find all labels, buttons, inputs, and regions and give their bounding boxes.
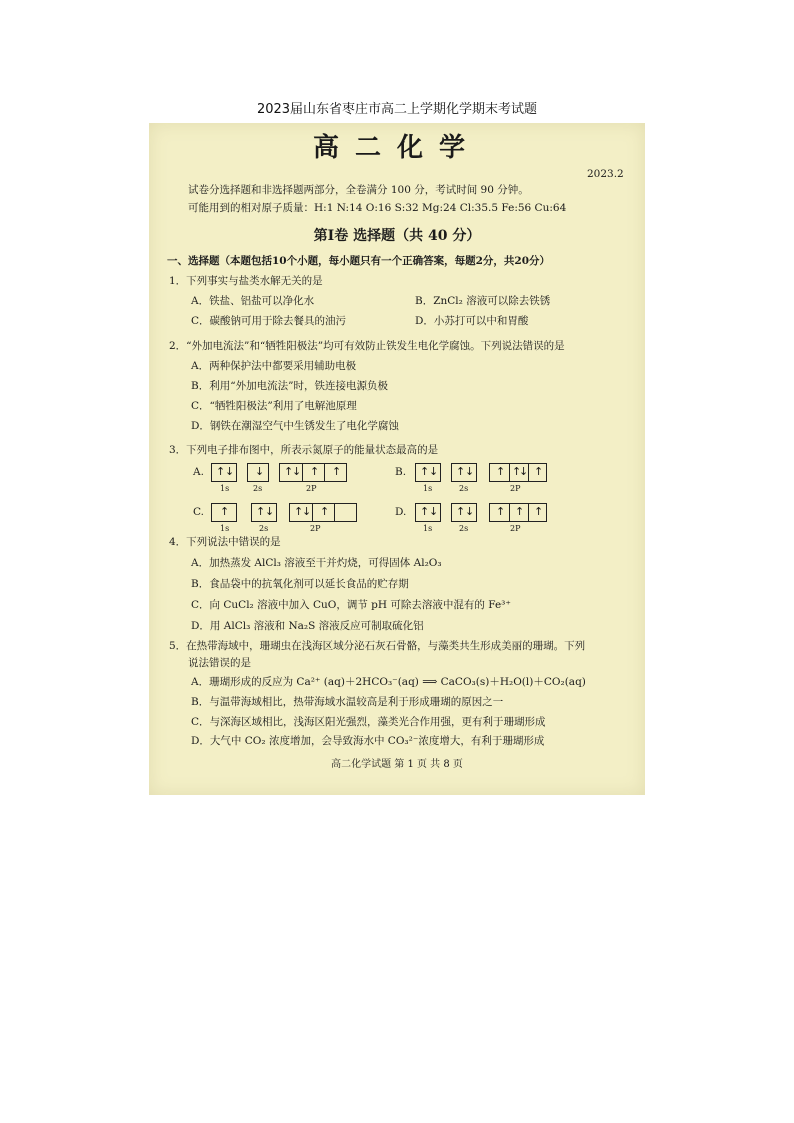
- spin-down-icon: ↓: [225, 465, 235, 478]
- q3-c-2p-label: 2P: [310, 524, 321, 533]
- q3-option-d-label: D.: [395, 506, 407, 518]
- spin-down-icon: ↓: [519, 465, 529, 478]
- q3-b-1s-box: [415, 463, 441, 482]
- part-intro: 一、选择题（本题包括10个小题，每小题只有一个正确答案，每题2分，共20分）: [167, 255, 551, 267]
- q3-a-1s-label: 1s: [220, 484, 230, 493]
- spin-up-icon: ↑: [256, 505, 266, 518]
- spin-down-icon: ↓: [465, 505, 475, 518]
- q3-a-2s-label: 2s: [253, 484, 263, 493]
- q3-option-a-label: A.: [193, 466, 204, 478]
- q4-option-d: D．用 AlCl₃ 溶液和 Na₂S 溶液反应可制取硫化铝: [191, 620, 424, 632]
- q3-d-2p-box: [489, 503, 547, 522]
- spin-up-icon: ↑: [515, 505, 525, 518]
- q3-a-2s-box: [247, 463, 269, 482]
- spin-up-icon: ↑: [456, 505, 466, 518]
- spin-down-icon: ↓: [302, 505, 312, 518]
- exam-date: 2023.2: [587, 168, 624, 180]
- spin-up-icon: ↑: [284, 465, 294, 478]
- q3-a-2p-box: [279, 463, 347, 482]
- spin-up-icon: ↑: [496, 505, 506, 518]
- q3-c-2s-label: 2s: [259, 524, 269, 533]
- spin-up-icon: ↑: [420, 465, 430, 478]
- spin-down-icon: ↓: [465, 465, 475, 478]
- intro-line-2: 可能用到的相对原子质量：H:1 N:14 O:16 S:32 Mg:24 Cl:35.5 Fe:56 Cu:64: [188, 202, 567, 214]
- q3-c-2p-box: [289, 503, 357, 522]
- q3-b-1s-label: 1s: [423, 484, 433, 493]
- spin-up-icon: ↑: [420, 505, 430, 518]
- q3-c-2s-box: [251, 503, 277, 522]
- spin-up-icon: ↑: [332, 465, 342, 478]
- q3-c-1s-label: 1s: [220, 524, 230, 533]
- q3-d-2s-label: 2s: [459, 524, 469, 533]
- spin-down-icon: ↓: [429, 465, 439, 478]
- q5-option-a: A．珊瑚形成的反应为 Ca²⁺ (aq)＋2HCO₃⁻(aq) ⟹ CaCO₃(s)＋H₂O(l)＋CO₂(aq): [191, 676, 586, 688]
- spin-up-icon: ↑: [456, 465, 466, 478]
- q4-option-a: A．加热蒸发 AlCl₃ 溶液至干并灼烧，可得固体 Al₂O₃: [191, 557, 442, 569]
- spin-up-icon: ↑: [534, 465, 544, 478]
- spin-down-icon: ↓: [429, 505, 439, 518]
- q3-a-1s-box: [211, 463, 237, 482]
- q3-d-2s-box: [451, 503, 477, 522]
- intro-line-1: 试卷分选择题和非选择题两部分，全卷满分 100 分，考试时间 90 分钟。: [188, 184, 529, 196]
- spin-down-icon: ↓: [255, 465, 265, 478]
- q1-stem: 1．下列事实与盐类水解无关的是: [169, 275, 323, 287]
- spin-up-icon: ↑: [320, 505, 330, 518]
- q1-option-a: A．铁盐、铝盐可以净化水: [191, 295, 315, 307]
- q2-option-b: B．利用“外加电流法”时，铁连接电源负极: [191, 380, 388, 392]
- q2-option-c: C．“牺牲阳极法”利用了电解池原理: [191, 400, 357, 412]
- spin-down-icon: ↓: [265, 505, 275, 518]
- document-title: 2023届山东省枣庄市高二上学期化学期末考试题: [256, 102, 538, 117]
- section-title: 第Ⅰ卷 选择题（共 40 分）: [313, 228, 481, 244]
- q2-option-d: D．钢铁在潮湿空气中生锈发生了电化学腐蚀: [191, 420, 399, 432]
- q3-b-2s-box: [451, 463, 477, 482]
- spin-up-icon: ↑: [220, 505, 230, 518]
- page-footer: 高二化学试题 第 1 页 共 8 页: [331, 759, 463, 770]
- spin-up-icon: ↑: [512, 465, 522, 478]
- q4-option-b: B．食品袋中的抗氧化剂可以延长食品的贮存期: [191, 578, 409, 590]
- q3-a-2p-label: 2P: [306, 484, 317, 493]
- exam-title: 高二化学: [312, 133, 481, 163]
- q3-b-2p-label: 2P: [510, 484, 521, 493]
- spin-up-icon: ↑: [294, 505, 304, 518]
- q2-option-a: A．两种保护法中都要采用辅助电极: [191, 360, 357, 372]
- q3-d-2p-label: 2P: [510, 524, 521, 533]
- q1-option-d: D．小苏打可以中和胃酸: [415, 315, 529, 327]
- q5-option-c: C．与深海区域相比，浅海区阳光强烈，藻类光合作用强，更有利于珊瑚形成: [191, 716, 546, 728]
- spin-up-icon: ↑: [496, 465, 506, 478]
- exam-page-scan: [149, 123, 645, 795]
- q5-stem-line-2: 说法错误的是: [188, 657, 251, 669]
- q3-option-b-label: B.: [395, 466, 407, 478]
- q5-option-d: D．大气中 CO₂ 浓度增加，会导致海水中 CO₃²⁻浓度增大，有利于珊瑚形成: [191, 735, 545, 747]
- q3-d-1s-box: [415, 503, 441, 522]
- q1-option-b: B．ZnCl₂ 溶液可以除去铁锈: [415, 295, 551, 307]
- spin-down-icon: ↓: [292, 465, 302, 478]
- q3-b-2p-box: [489, 463, 547, 482]
- q3-b-2s-label: 2s: [459, 484, 469, 493]
- q2-stem: 2．“外加电流法”和“牺牲阳极法”均可有效防止铁发生电化学腐蚀。下列说法错误的是: [169, 340, 565, 352]
- q3-stem: 3．下列电子排布图中，所表示氮原子的能量状态最高的是: [169, 444, 439, 456]
- spin-up-icon: ↑: [310, 465, 320, 478]
- q4-option-c: C．向 CuCl₂ 溶液中加入 CuO，调节 pH 可除去溶液中混有的 Fe³⁺: [191, 599, 511, 611]
- q1-option-c: C．碳酸钠可用于除去餐具的油污: [191, 315, 347, 327]
- q4-stem: 4．下列说法中错误的是: [169, 536, 281, 548]
- q3-option-c-label: C.: [193, 506, 204, 518]
- spin-up-icon: ↑: [216, 465, 226, 478]
- q3-d-1s-label: 1s: [423, 524, 433, 533]
- spin-up-icon: ↑: [534, 505, 544, 518]
- q3-c-1s-box: [211, 503, 237, 522]
- q5-stem-line-1: 5．在热带海域中，珊瑚虫在浅海区域分泌石灰石骨骼，与藻类共生形成美丽的珊瑚。下列: [169, 640, 586, 652]
- q5-option-b: B．与温带海域相比，热带海域水温较高是利于形成珊瑚的原因之一: [191, 696, 504, 708]
